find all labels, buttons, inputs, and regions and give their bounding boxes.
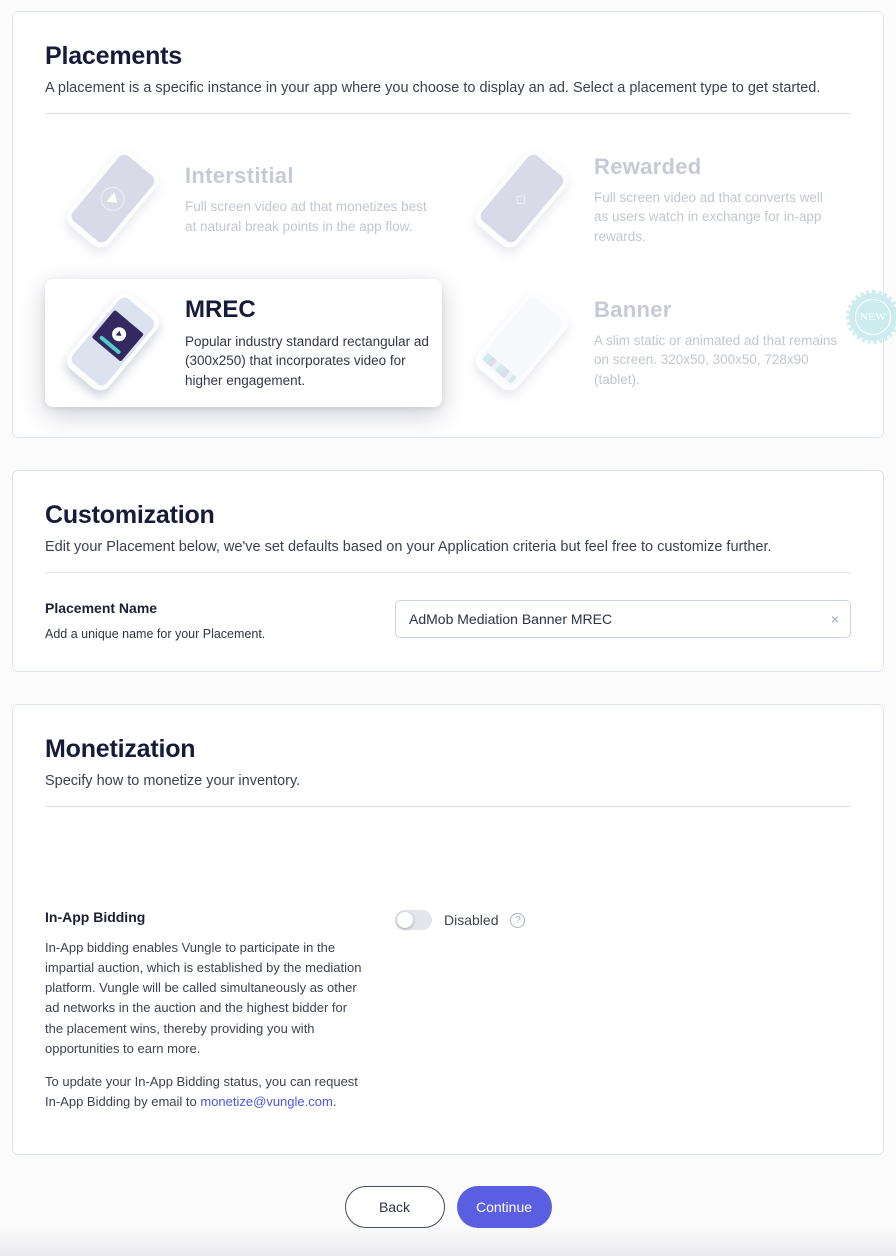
placement-name-row [45, 600, 851, 641]
in-app-bidding-contact: To update your In-App Bidding status, you can request In-App Bidding by email to monetize@vungle.com. [45, 1073, 358, 1109]
placement-name-help: Add a unique name for your Placement. [45, 627, 266, 641]
monetization-section [12, 704, 884, 1155]
divider [45, 806, 851, 807]
footer-actions [0, 1186, 896, 1256]
banner-title: Banner [594, 296, 672, 322]
banner-phone-icon [466, 284, 584, 402]
mrec-phone-icon [57, 284, 175, 402]
banner-description: A slim static or animated ad that remains on screen. 320x50, 300x50, 728x90 (tablet). [594, 332, 838, 387]
play-icon [109, 325, 129, 345]
toggle-knob [397, 912, 413, 928]
monetize-email-link[interactable]: monetize@vungle.com [200, 1093, 333, 1109]
clear-input-icon[interactable]: × [830, 611, 839, 627]
mrec-description: Popular industry standard rectangular ad (300x250) that incorporates video for higher engagement. [185, 333, 429, 388]
customization-section [12, 470, 884, 672]
rewarded-phone-icon [466, 141, 584, 259]
continue-button[interactable]: Continue [457, 1186, 552, 1228]
back-button[interactable]: Back [345, 1186, 445, 1228]
customization-title: Customization [45, 501, 215, 529]
placement-name-label: Placement Name [45, 600, 158, 616]
divider [45, 572, 851, 573]
in-app-bidding-toggle[interactable] [395, 910, 432, 930]
placements-subtitle: A placement is a specific instance in your app where you choose to display an ad. Select a placement type to get started. [45, 80, 821, 96]
customization-subtitle: Edit your Placement below, we've set defaults based on your Application criteria but feel free to customize further. [45, 539, 772, 555]
interstitial-title: Interstitial [185, 163, 294, 189]
rewarded-description: Full screen video ad that converts well as users watch in exchange for in-app rewards. [594, 189, 823, 244]
placement-option-banner[interactable] [454, 279, 887, 407]
placement-type-grid [45, 136, 887, 407]
placements-title: Placements [45, 42, 182, 70]
gem-icon: ◇ [511, 188, 532, 210]
interstitial-phone-icon [57, 141, 175, 259]
placement-option-mrec[interactable] [45, 279, 442, 407]
in-app-bidding-row [45, 909, 851, 1112]
rewarded-title: Rewarded [594, 153, 702, 179]
mrec-title: MREC [185, 295, 256, 323]
monetization-title: Monetization [45, 735, 196, 763]
new-badge: NEW [849, 293, 896, 341]
in-app-bidding-state: Disabled [444, 912, 499, 928]
placement-option-interstitial[interactable] [45, 136, 442, 264]
in-app-bidding-label: In-App Bidding [45, 909, 146, 925]
interstitial-description: Full screen video ad that monetizes best at natural break points in the app flow. [185, 199, 427, 234]
placements-section [12, 11, 887, 438]
help-icon[interactable]: ? [510, 913, 525, 928]
divider [45, 113, 851, 114]
placement-name-input[interactable] [395, 600, 851, 638]
banner-ad-strip [482, 353, 517, 384]
in-app-bidding-description: In-App bidding enables Vungle to participate in the impartial auction, which is established by the mediation platform. Vungle will be called simultaneously as other ad networks in the auction and the highest bidder for the placement wins, thereby providing you with opportunities to earn more. [45, 940, 362, 1056]
monetization-subtitle: Specify how to monetize your inventory. [45, 773, 301, 789]
placement-option-rewarded[interactable] [454, 136, 851, 264]
